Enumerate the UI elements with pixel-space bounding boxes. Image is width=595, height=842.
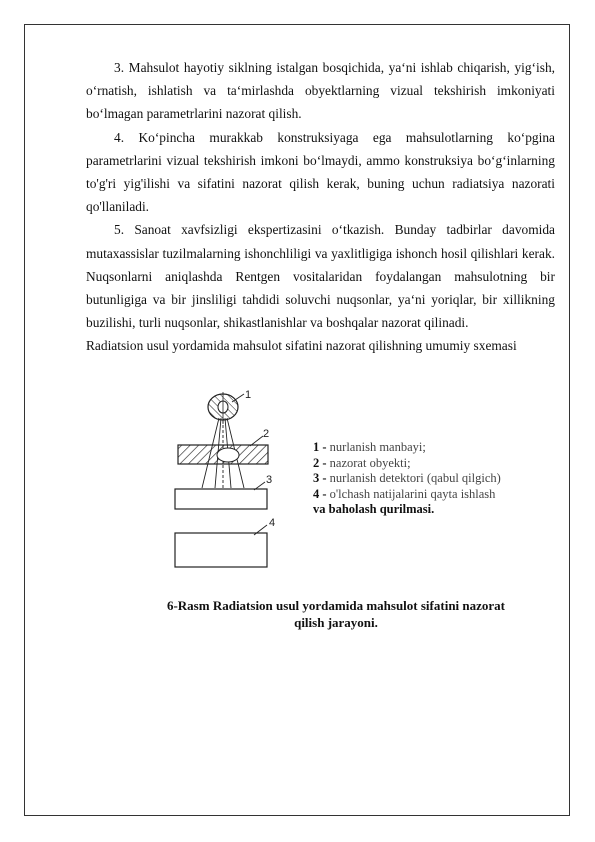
radiation-detector [175, 489, 267, 509]
test-object [178, 445, 268, 464]
figure-label-4: 4 [269, 517, 276, 529]
legend-item: 4 - o'lchash natijalarini qayta ishlash [313, 486, 496, 501]
caption-line-2: qilish jarayoni. [294, 615, 378, 630]
figure-label-2: 2 [263, 428, 270, 440]
figure-label-3: 3 [266, 474, 273, 486]
figure-intro: Radiatsion usul yordamida mahsulot sifatini nazorat qilishning umumiy sxemasi [86, 338, 517, 354]
document-body [86, 56, 555, 358]
figure-label-1: 1 [245, 389, 252, 401]
paragraph-3: 3. Mahsulot hayotiy siklning istalgan bosqichida, ya‘ni ishlab chiqarish, yig‘ish, o‘rnatish, ishlatish va ta‘mirlashda obyektlarning vizual tekshirish imkoniyati bo‘lmagan parametrlarini nazorat qilish. [86, 60, 555, 122]
paragraph-5: 5. Sanoat xavfsizligi ekspertizasini o‘tkazish. Bunday tadbirlar davomida mutaxassislar tuzilmalarning ishonchliligi va yaxlitligiga ishonch hosil qilishlari kerak. Nuqsonlarni aniqlashda Rentgen vositalaridan foydalangan mahsulotning bir butunligiga va bir jinsliligi tahdidi soluvchi nuqsonlar, ya‘ni yoriqlar, bir xillikning buzilishi, turli nuqsonlar, shikastlanishlar va boshqalar nazorat qilinadi. [86, 222, 555, 331]
caption-line-1: 6-Rasm Radiatsion usul yordamida mahsulot sifatini nazorat [166, 598, 506, 613]
legend-item: 2 - nazorat obyekti; [313, 455, 411, 470]
paragraph-4: 4. Ko‘pincha murakkab konstruksiyaga ega mahsulotlarning ko‘pgina parametrlarini vizual tekshirish imkoni bo‘lmaydi, ammo konstruksiya bo‘g‘inlarning to'g'ri yig'ilishi va sifatini nazorat qilish kerak, buning uchun radiatsiya nazorati qo'llaniladi. [86, 129, 555, 215]
radiation-source [208, 392, 238, 424]
legend-item: 1 - nurlanish manbayi; [313, 440, 426, 454]
radiation-scheme-diagram [170, 380, 290, 575]
legend-item: va baholash qurilmasi. [313, 502, 435, 516]
diagram-legend [313, 440, 501, 518]
legend-item: 3 - nurlanish detektori (qabul qilgich) [313, 471, 501, 485]
processing-unit [175, 533, 267, 567]
figure-caption [86, 597, 586, 631]
